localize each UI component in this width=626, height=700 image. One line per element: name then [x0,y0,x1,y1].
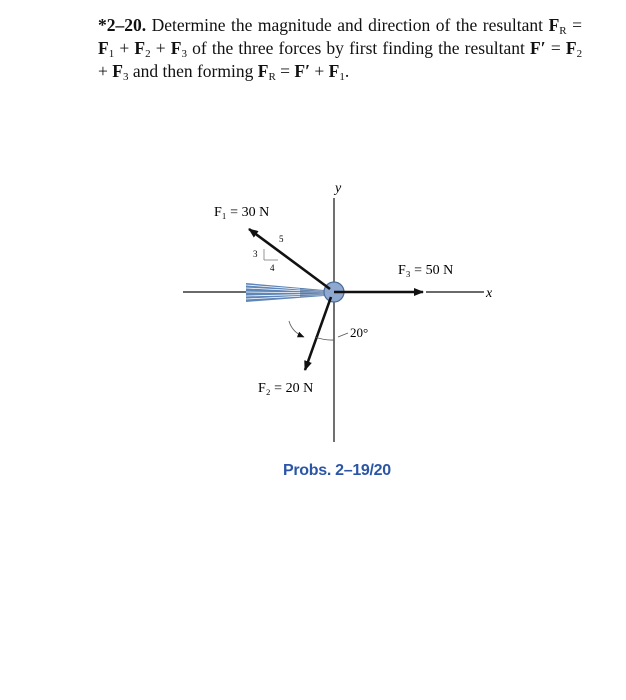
slope-hyp-label: 5 [279,234,284,244]
f1-label: F₁ = 30 N [214,205,270,220]
x-axis-label: x [486,286,493,301]
f1-arrow [249,229,330,289]
rotation-arc [289,321,304,337]
f2-arrow [305,297,331,370]
problem-statement: *2–20. Determine the magnitude and direction of the resultant $F_R = F_1 + F_2 + F_3$ of the three forces by first finding the resultant $F' = F_2 + F_3$ and then forming $F_R = F' + F_1$. [98,15,583,83]
angle-leader [338,333,348,337]
figure-caption: Probs. 2–19/20 [283,462,391,479]
slope-rise-label: 3 [253,249,258,259]
slope-triangle [264,249,278,260]
f3-label: F₃ = 50 N [398,263,454,278]
support-rod [246,283,328,302]
slope-run-label: 4 [270,263,275,273]
f2-label: F₂ = 20 N [258,381,314,396]
y-axis-label: y [335,181,342,196]
angle-label: 20° [350,325,369,340]
problem-number: *2–20. [98,15,147,35]
